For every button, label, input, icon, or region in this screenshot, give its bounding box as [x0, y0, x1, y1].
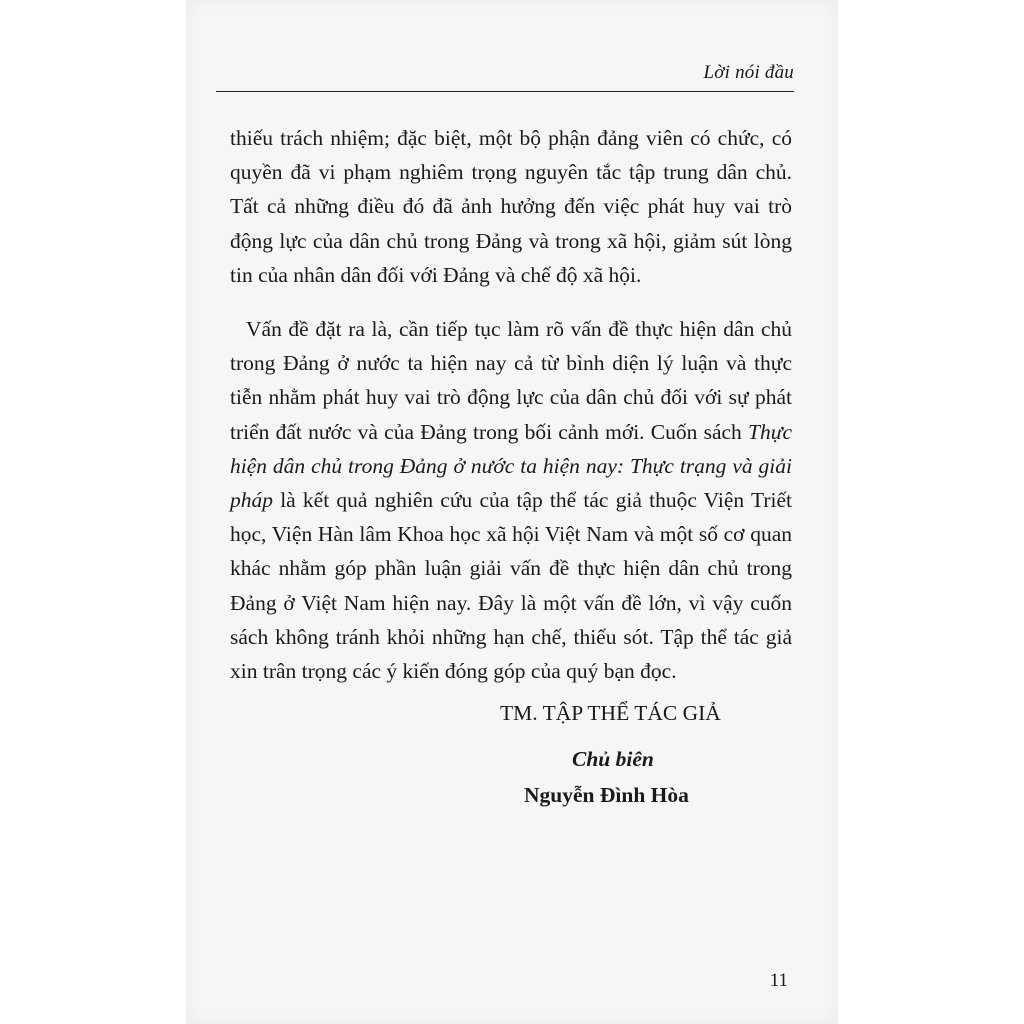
paragraph-2 — [230, 312, 792, 688]
header-rule — [216, 91, 794, 92]
signature-name: Nguyễn Đình Hòa — [524, 783, 689, 807]
signature-role: Chủ biên — [572, 747, 654, 771]
page-number: 11 — [769, 970, 788, 991]
running-head: Lời nói đầu — [703, 62, 794, 83]
body-text — [230, 121, 792, 688]
paragraph-2-end: là kết quả nghiên cứu của tập thể tác giả thuộc Viện Triết học, Viện Hàn lâm Khoa học xã hội Việt Nam và một số cơ quan khác nhằm góp phần luận giải vấn đề thực hiện dân chủ trong Đảng ở Việt Nam hiện nay. Đây là một vấn đề lớn, vì vậy cuốn sách không tránh khỏi những hạn chế, thiếu sót. Tập thể tác giả xin trân trọng các ý kiến đóng góp của quý bạn đọc. — [230, 488, 792, 684]
book-title: Thực hiện dân chủ trong Đảng ở nước ta hiện nay: Thực trạng và giải pháp — [230, 419, 792, 513]
paragraph-1: thiếu trách nhiệm; đặc biệt, một bộ phận đảng viên có chức, có quyền đã vi phạm nghiêm trọng nguyên tắc tập trung dân chủ. Tất cả những điều đó đã ảnh hưởng đến việc phát huy vai trò động lực của dân chủ trong Đảng và trong xã hội, giảm sút lòng tin của nhân dân đối với Đảng và chế độ xã hội. — [230, 126, 792, 287]
book-page — [186, 0, 838, 1024]
paragraph-2-start: Vấn đề đặt ra là, cần tiếp tục làm rõ vấn đề thực hiện dân chủ trong Đảng ở nước ta hiện nay cả từ bình diện lý luận và thực tiễn nhằm phát huy vai trò động lực của dân chủ đối với sự phát triển đất nước và của Đảng trong bối cảnh mới. Cuốn sách — [230, 317, 792, 444]
signature-org: TM. TẬP THỂ TÁC GIẢ — [500, 701, 721, 725]
